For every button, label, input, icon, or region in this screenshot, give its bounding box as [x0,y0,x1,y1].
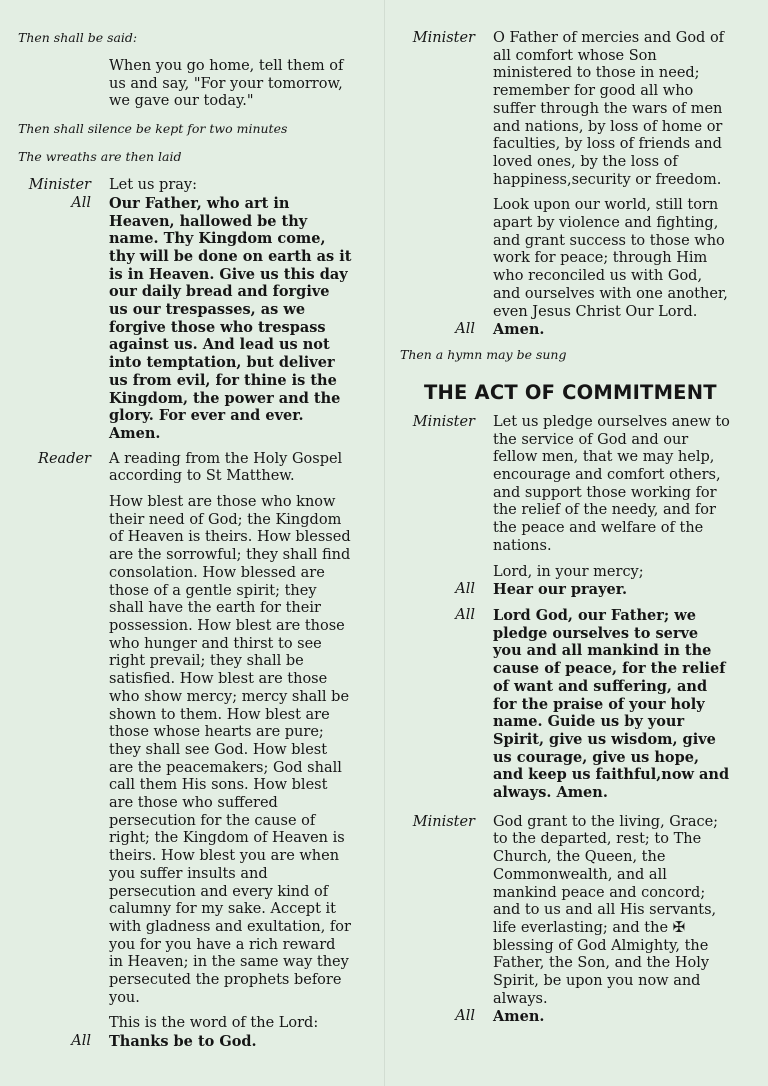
cross-icon: ✠ [672,917,686,936]
right-column [400,30,730,1034]
page-fold [384,0,385,1086]
mercy-line: Lord, in your mercy; [493,563,644,580]
beatitudes-text: How blest are those who know their need of God; the Kingdom of Heaven is theirs. How blessed are the sorrowful; they shall find consolation. How blessed are those of a gentle spirit; they shall have the earth for their possession. How blest are those who hunger and thirst to see right prevail; they shall be satisfied. How blest are those who show mercy; mercy shall be shown to them. How blest are those whose hearts are pure; they shall see God. How blest are the peacemakers; God shall call them His sons. How blest are those who suffered persecution for the cause of right; the Kingdom of Heaven is theirs. How blest you are when you suffer insults and persecution and every kind of calumny for my sake. Accept it with gladness and exultation, for you for you have a rich reward in Heaven; in the same way they persecuted the prophets before you. [109,494,351,1006]
minister-pray-text: Let us pray: [109,177,197,194]
speaker-label: All [455,581,475,598]
amen-row-2 [400,1008,730,1026]
blessing-before: God grant to the living, Grace; to the departed, rest; to The Church, the Queen, the Commonwealth, and all mankind peace and concord; and to us and all His servants, life everlasting; and the [493,813,719,936]
rubric-then-said: Then shall be said: [18,30,138,45]
amen-row-1 [400,321,730,339]
speaker-label: Minister [412,813,475,830]
hear-prayer-text: Hear our prayer. [493,581,628,599]
blessing-row [400,814,730,1009]
minister-prayer-text [493,30,730,321]
rubric-wreaths: The wreaths are then laid [18,149,182,165]
lords-prayer-text: Our Father, who art in Heaven, hallowed be thy name. Thy Kingdom come, thy will be done on earth as it is in Heaven. Give us this day our daily bread and forgive us our trespasses, as we forgive those who trespass against us. And lead us not into temptation, but deliver us from evil, for thine is the Kingdom, the power and the glory. For ever and ever. Amen. [109,194,352,442]
commitment-row [400,607,730,802]
rubric-silence: Then shall silence be kept for two minutes [18,121,288,137]
reader-row [18,451,353,1034]
minister-pray-row [18,177,353,195]
pledge-call-row [400,414,730,581]
pledge-call-text [493,414,730,581]
speaker-label: All [455,606,475,623]
section-heading: THE ACT OF COMMITMENT [424,380,717,404]
word-of-lord: This is the word of the Lord: [109,1015,319,1032]
speaker-label: All [455,321,475,338]
pledge-paragraph: Let us pledge ourselves anew to the service of God and our fellow men, that we may help, encourage and comfort others, and support those working for the relief of the needy, and for the peace and welfare of the nations. [493,413,730,554]
hear-prayer-row [400,581,730,599]
speaker-label: All [71,1033,91,1050]
minister-prayer-row [400,30,730,321]
lords-prayer-row [18,195,353,443]
thanks-text: Thanks be to God. [109,1033,257,1051]
speaker-label: Minister [412,413,475,430]
speaker-label: Reader [38,450,91,467]
thanks-row [18,1033,353,1051]
speaker-label: All [455,1008,475,1025]
prayer-paragraph-2: Look upon our world, still torn apart by violence and fighting, and grant success to those who work for peace; through Him who reconciled us with God, and ourselves with one another, even Jesus Christ Our Lord. [493,197,728,320]
left-column [18,30,353,1059]
rubric-hymn: Then a hymn may be sung [400,346,567,362]
commitment-text: Lord God, our Father; we pledge ourselves to serve you and all mankind in the cause of peace, for the relief of want and suffering, and for the praise of your holy name. Guide us by your Spirit, give us wisdom, give us courage, give us hope, and keep us faithful,now and always. Amen. [493,606,730,802]
blessing-text [493,814,730,1009]
reading-intro: A reading from the Holy Gospel according to St Matthew. [109,450,343,485]
blessing-after: blessing of God Almighty, the Father, the Son, and the Holy Spirit, be upon you now and always. [493,937,710,1007]
prayer-paragraph-1: O Father of mercies and God of all comfort whose Son ministered to those in need; remember for good all who suffer through the wars of men and nations, by loss of home or faculties, by loss of friends and loved ones, by the loss of happiness,security or freedom. [493,30,725,188]
kohima-epitaph: When you go home, tell them of us and say, "For your tomorrow, we gave our today." [109,58,344,110]
amen-text-2: Amen. [493,1008,545,1026]
speaker-label: Minister [28,177,91,194]
speaker-label: Minister [412,30,475,46]
speaker-label: All [71,194,91,211]
amen-text: Amen. [493,321,545,339]
reading-text [109,451,353,1034]
